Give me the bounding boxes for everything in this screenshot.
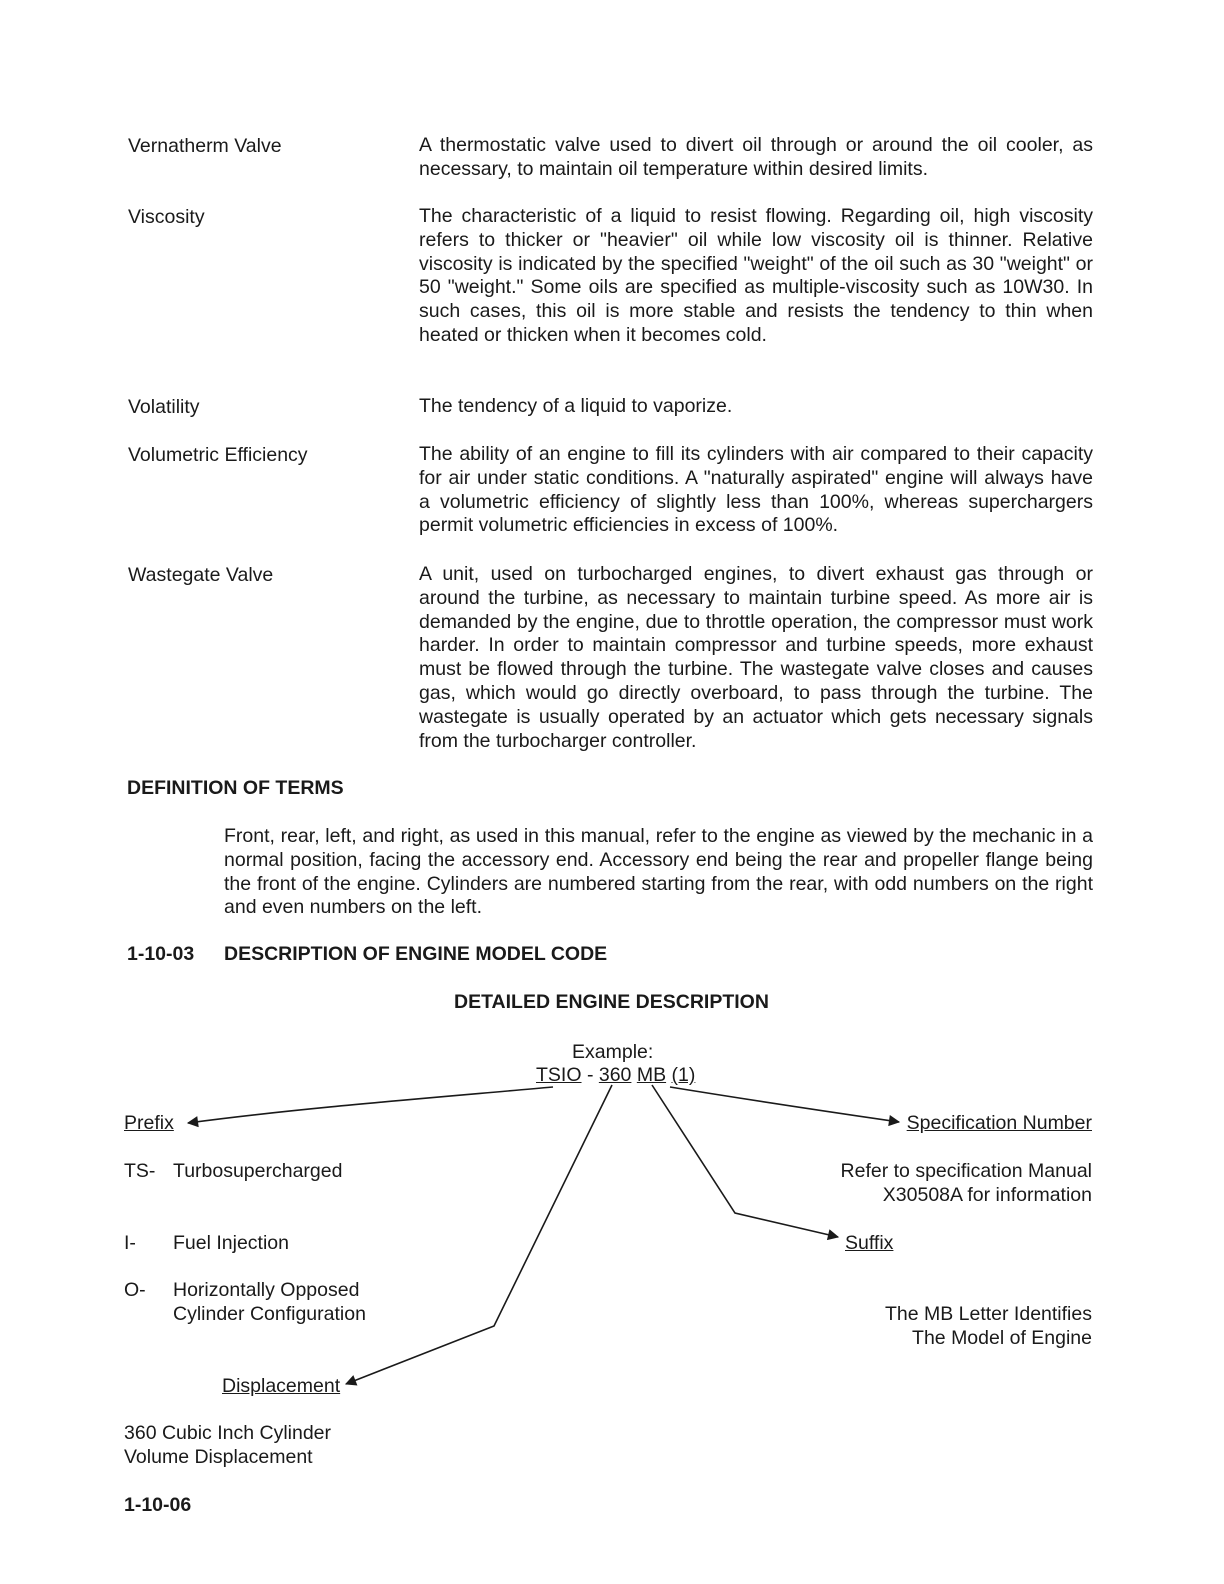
glossary-term: Wastegate Valve	[128, 564, 274, 586]
displacement-desc: 360 Cubic Inch Cylinder	[124, 1422, 332, 1444]
code-suffix: MB	[636, 1064, 667, 1086]
prefix-arrow	[188, 1087, 553, 1123]
code-prefix: TSIO	[536, 1064, 582, 1086]
glossary-term: Volumetric Efficiency	[128, 444, 308, 466]
displacement-desc: Volume Displacement	[124, 1446, 313, 1468]
spec-arrow	[670, 1087, 899, 1122]
glossary-term: Viscosity	[128, 206, 205, 228]
glossary-definition: The characteristic of a liquid to resist flowing. Regarding oil, high viscosity refers to thicker or "heavier" oil while low viscosity oil is thinner. Relative viscosity is indicated by the specified "weight" of the oil such as 30 "weight" or 50 "weight." Some oils are specified as multiple-viscosity such as 10W30. In such cases, this oil is more stable and resists the tendency to thin when heated or thicken when it becomes cold.	[419, 205, 1093, 346]
prefix-meaning: Cylinder Configuration	[173, 1303, 366, 1325]
prefix-code: I-	[124, 1232, 136, 1254]
prefix-code: O-	[124, 1279, 146, 1301]
section-title: DESCRIPTION OF ENGINE MODEL CODE	[224, 943, 608, 965]
page-number: 1-10-06	[124, 1494, 192, 1516]
diagram-title: DETAILED ENGINE DESCRIPTION	[454, 991, 769, 1013]
spec-label: Specification Number	[906, 1112, 1092, 1134]
displacement-label: Displacement	[222, 1375, 341, 1397]
glossary-term: Volatility	[128, 396, 200, 418]
code-dash: -	[586, 1064, 594, 1086]
glossary-term: Vernatherm Valve	[128, 135, 282, 157]
glossary-definition: The tendency of a liquid to vaporize.	[419, 395, 733, 417]
prefix-meaning: Turbosupercharged	[173, 1160, 343, 1182]
suffix-arrow	[652, 1085, 838, 1237]
glossary-definition: The ability of an engine to fill its cylinders with air compared to their capacity for air under static conditions. A "naturally aspirated" engine will always have a volumetric efficiency of slightly less than 100%, whereas superchargers permit volumetric efficiencies in excess of 100%.	[419, 443, 1093, 537]
definition-of-terms-text: Front, rear, left, and right, as used in this manual, refer to the engine as viewed by the mechanic in a normal position, facing the accessory end. Accessory end being the rear and propeller flange being the front of the engine. Cylinders are numbered starting from the rear, with odd numbers on the right and even numbers on the left.	[224, 825, 1093, 919]
prefix-label: Prefix	[124, 1112, 174, 1134]
displacement-arrow	[346, 1085, 612, 1384]
prefix-meaning: Fuel Injection	[173, 1232, 289, 1254]
glossary-definition: A unit, used on turbocharged engines, to divert exhaust gas through or around the turbine, as necessary to maintain turbine speed. As more air is demanded by the engine, due to throttle operation, the compressor must work harder. In order to maintain compressor and turbine speeds, more exhaust must be flowed through the turbine. The wastegate valve closes and causes gas, which would go directly overboard, to pass through the turbine. The wastegate is usually operated by an actuator which gets necessary signals from the turbocharger controller.	[419, 563, 1093, 752]
prefix-meaning: Horizontally Opposed	[173, 1279, 360, 1301]
prefix-code: TS-	[124, 1160, 156, 1182]
suffix-desc: The Model of Engine	[912, 1327, 1092, 1349]
example-label: Example:	[572, 1041, 654, 1063]
suffix-label: Suffix	[845, 1232, 894, 1254]
code-displacement: 360	[598, 1064, 632, 1086]
code-spec: (1)	[671, 1064, 696, 1086]
suffix-desc: The MB Letter Identifies	[884, 1303, 1092, 1325]
spec-desc: X30508A for information	[882, 1184, 1092, 1206]
glossary-definition: A thermostatic valve used to divert oil through or around the oil cooler, as necessary, to maintain oil temperature within desired limits.	[419, 134, 1093, 180]
section-number: 1-10-03	[127, 943, 195, 965]
spec-desc: Refer to specification Manual	[840, 1160, 1092, 1182]
definition-of-terms-heading: DEFINITION OF TERMS	[127, 777, 344, 799]
